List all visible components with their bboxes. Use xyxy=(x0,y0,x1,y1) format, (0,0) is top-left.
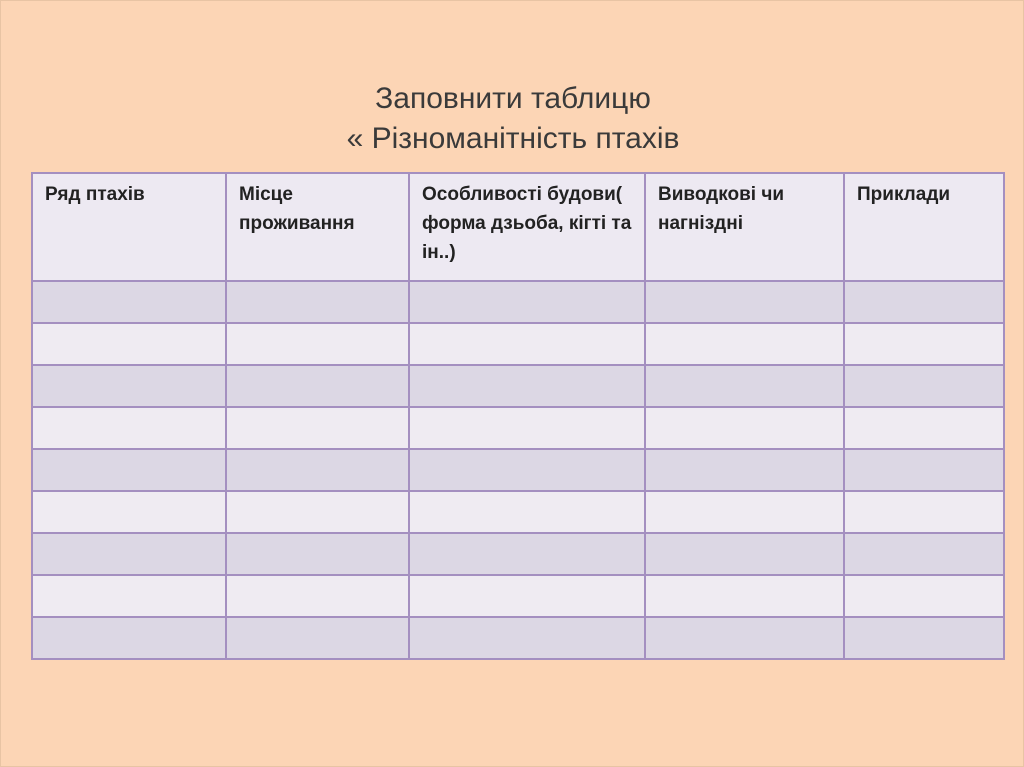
table-cell[interactable] xyxy=(844,323,1004,365)
header-nesting-type: Виводкові чи нагніздні xyxy=(645,173,844,281)
table-row xyxy=(32,407,1004,449)
table-cell[interactable] xyxy=(844,491,1004,533)
table-cell[interactable] xyxy=(645,617,844,659)
header-habitat: Місце проживання xyxy=(226,173,409,281)
table-cell[interactable] xyxy=(32,365,226,407)
table-cell[interactable] xyxy=(226,407,409,449)
title-line-1: Заповнити таблицю xyxy=(375,82,651,115)
bird-diversity-table xyxy=(31,172,1005,660)
table-cell[interactable] xyxy=(226,491,409,533)
table-cell[interactable] xyxy=(409,281,645,323)
table-cell[interactable] xyxy=(844,575,1004,617)
table-cell[interactable] xyxy=(844,365,1004,407)
table-cell[interactable] xyxy=(32,617,226,659)
table-cell[interactable] xyxy=(409,449,645,491)
table-cell[interactable] xyxy=(226,533,409,575)
slide-title xyxy=(1,79,1024,159)
table-cell[interactable] xyxy=(645,575,844,617)
header-structure: Особливості будови( форма дзьоба, кігті та ін..) xyxy=(409,173,645,281)
table-cell[interactable] xyxy=(409,407,645,449)
table-cell[interactable] xyxy=(645,365,844,407)
header-order: Ряд птахів xyxy=(32,173,226,281)
table-cell[interactable] xyxy=(226,617,409,659)
table-row xyxy=(32,617,1004,659)
table-cell[interactable] xyxy=(32,281,226,323)
table-cell[interactable] xyxy=(409,323,645,365)
table-cell[interactable] xyxy=(409,491,645,533)
table-row xyxy=(32,365,1004,407)
table-row xyxy=(32,575,1004,617)
header-examples: Приклади xyxy=(844,173,1004,281)
table-cell[interactable] xyxy=(844,407,1004,449)
table-row xyxy=(32,449,1004,491)
table-cell[interactable] xyxy=(226,323,409,365)
table-cell[interactable] xyxy=(645,323,844,365)
table-row xyxy=(32,281,1004,323)
table-cell[interactable] xyxy=(226,449,409,491)
table-cell[interactable] xyxy=(409,365,645,407)
table-header-row xyxy=(32,173,1004,281)
table-cell[interactable] xyxy=(645,491,844,533)
table-body xyxy=(32,281,1004,659)
table-row xyxy=(32,533,1004,575)
title-line-2: « Різноманітність птахів xyxy=(346,122,680,155)
table-cell[interactable] xyxy=(32,323,226,365)
table-cell[interactable] xyxy=(226,365,409,407)
table-row xyxy=(32,323,1004,365)
table-cell[interactable] xyxy=(32,449,226,491)
table-cell[interactable] xyxy=(844,449,1004,491)
table-cell[interactable] xyxy=(645,407,844,449)
table-cell[interactable] xyxy=(409,575,645,617)
table-cell[interactable] xyxy=(409,617,645,659)
table-cell[interactable] xyxy=(32,407,226,449)
table-cell[interactable] xyxy=(226,281,409,323)
table-cell[interactable] xyxy=(32,575,226,617)
table-cell[interactable] xyxy=(409,533,645,575)
table-cell[interactable] xyxy=(32,533,226,575)
table-cell[interactable] xyxy=(844,281,1004,323)
table-cell[interactable] xyxy=(226,575,409,617)
table-cell[interactable] xyxy=(645,281,844,323)
table-cell[interactable] xyxy=(32,491,226,533)
table-cell[interactable] xyxy=(645,533,844,575)
table-cell[interactable] xyxy=(844,617,1004,659)
table-cell[interactable] xyxy=(645,449,844,491)
table-cell[interactable] xyxy=(844,533,1004,575)
table-row xyxy=(32,491,1004,533)
